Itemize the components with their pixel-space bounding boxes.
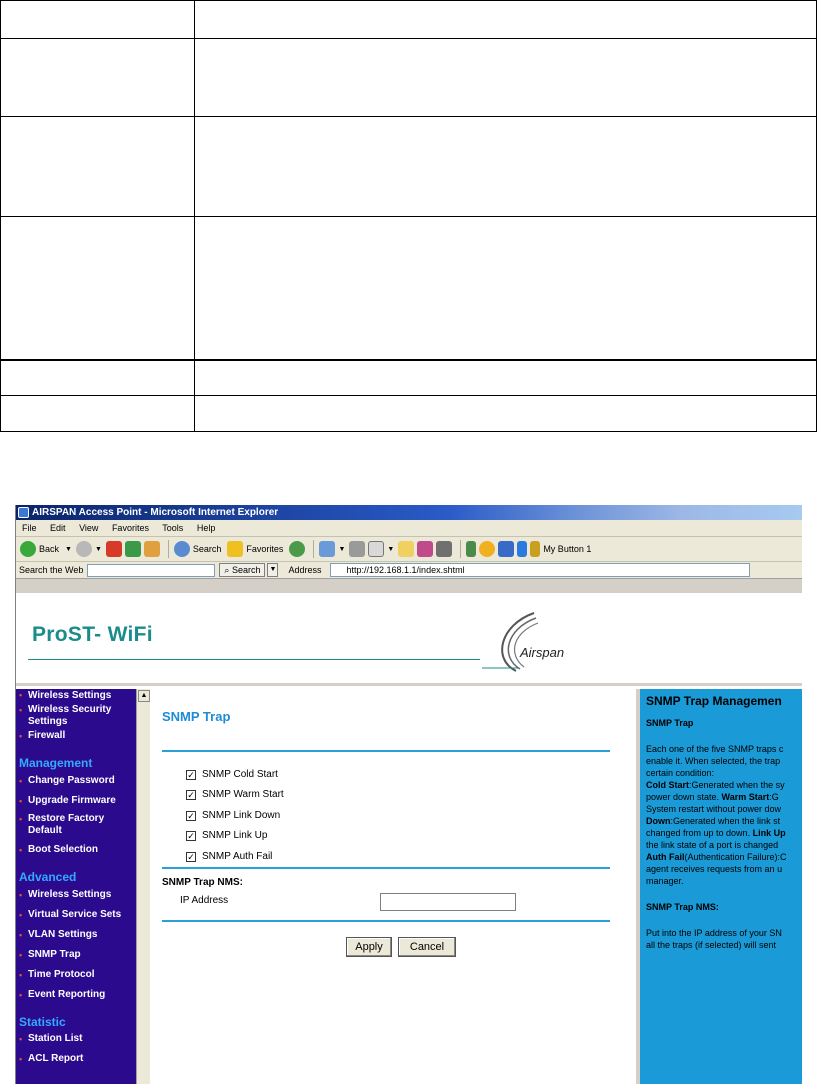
sidebar-item-event-reporting[interactable]: • Event Reporting — [16, 989, 138, 1001]
divider — [162, 867, 610, 869]
trap-warm-start[interactable]: ✓ SNMP Warm Start — [187, 789, 284, 800]
back-arrow-icon[interactable] — [20, 541, 36, 557]
messenger-icon[interactable] — [417, 541, 433, 557]
sidebar-item-upgrade-firmware[interactable]: • Upgrade Firmware — [16, 795, 138, 807]
divider — [162, 920, 610, 922]
word-icon[interactable] — [368, 541, 384, 557]
print-icon[interactable] — [349, 541, 365, 557]
table-row — [1, 117, 817, 217]
mail-icon[interactable] — [319, 541, 335, 557]
my-button-1[interactable]: My Button 1 — [543, 544, 592, 554]
page-banner — [16, 593, 802, 686]
menu-favorites[interactable]: Favorites — [111, 523, 149, 533]
search-web-label: Search the Web — [19, 565, 84, 575]
refresh-icon[interactable] — [125, 541, 141, 557]
sidebar-item-vlan-settings[interactable]: • VLAN Settings — [16, 929, 138, 941]
sidebar-item-firewall[interactable]: • Firewall — [16, 730, 138, 742]
sidebar-item-snmp-trap[interactable]: • SNMP Trap — [16, 949, 138, 961]
scroll-up-icon[interactable]: ▲ — [138, 690, 150, 702]
checkbox-checked-icon[interactable]: ✓ — [187, 830, 195, 841]
search-icon: ⌕ — [224, 565, 230, 575]
table-row — [1, 217, 817, 360]
tool-icon[interactable] — [530, 541, 540, 557]
favorites-button[interactable]: Favorites — [246, 544, 284, 554]
divider — [162, 750, 610, 752]
chevron-down-icon[interactable]: ▼ — [267, 563, 278, 577]
chevron-down-icon[interactable]: ▼ — [65, 545, 72, 553]
trap-link-down[interactable]: ✓ SNMP Link Down — [187, 810, 281, 821]
smiley-icon[interactable] — [479, 541, 495, 557]
folder-icon[interactable] — [398, 541, 414, 557]
sidebar-item-boot-selection[interactable]: • Boot Selection — [16, 844, 138, 856]
window-titlebar — [16, 505, 802, 520]
sidebar-item-change-password[interactable]: • Change Password — [16, 775, 138, 787]
menu-bar — [16, 520, 802, 537]
window-title: AIRSPAN Access Point - Microsoft Internet Explorer — [32, 507, 279, 518]
document-table — [0, 0, 817, 432]
home-icon[interactable] — [144, 541, 160, 557]
help-panel — [636, 689, 802, 1084]
table-row — [1, 396, 817, 432]
help-subtitle: SNMP Trap — [646, 718, 694, 728]
help-text-nms: Put into the IP address of your SN all the traps (if selected) will sent — [646, 928, 782, 950]
sidebar-item-restore-factory-default[interactable]: • Restore Factory Default — [16, 813, 128, 837]
sidebar-item-adv-wireless-settings[interactable]: • Wireless Settings — [16, 889, 138, 901]
address-input[interactable]: http://192.168.1.1/index.shtml — [330, 563, 750, 577]
trap-link-up[interactable]: ✓ SNMP Link Up — [187, 830, 268, 841]
monitor-icon[interactable] — [498, 541, 514, 557]
ip-address-label: IP Address — [180, 895, 229, 906]
apply-button[interactable]: Apply — [346, 937, 392, 957]
trap-auth-fail[interactable]: ✓ SNMP Auth Fail — [187, 851, 273, 862]
browser-window — [15, 505, 802, 1084]
sidebar-heading-advanced: Advanced — [19, 870, 77, 884]
table-row — [1, 360, 817, 396]
menu-file[interactable]: File — [22, 523, 37, 533]
sidebar-item-time-protocol[interactable]: • Time Protocol — [16, 969, 138, 981]
menu-tools[interactable]: Tools — [162, 523, 184, 533]
table-row — [1, 1, 817, 39]
product-title: ProST- WiFi — [32, 623, 153, 646]
trap-cold-start[interactable]: ✓ SNMP Cold Start — [187, 769, 278, 780]
search-web-button[interactable]: ⌕ Search — [219, 563, 265, 577]
search-toolbar-button[interactable]: Search — [192, 544, 222, 554]
search-icon[interactable] — [174, 541, 190, 557]
help-title: SNMP Trap Managemen — [646, 694, 782, 708]
sidebar-item-wireless-security[interactable]: • Wireless Security Settings — [16, 704, 128, 728]
chevron-down-icon[interactable]: ▼ — [94, 545, 102, 553]
sidebar-item-station-list[interactable]: • Station List — [16, 1033, 138, 1045]
web-page — [16, 593, 802, 1084]
checkbox-checked-icon[interactable]: ✓ — [187, 810, 195, 821]
help-text: Each one of the five SNMP traps c enable it. When selected, the trap certain condition: Cold Start:Generated when the sy power down state. Warm Start:G System restart without power dow Down:Generated when the link st changed from up to down. Link Up the link state of a port is changed Auth Fail(Authentication Failure):C agent receives requests from an u manager. — [646, 744, 787, 886]
extension-icon[interactable] — [466, 541, 476, 557]
checkbox-checked-icon[interactable]: ✓ — [187, 789, 195, 800]
checkbox-checked-icon[interactable]: ✓ — [187, 769, 195, 780]
help-subtitle-nms: SNMP Trap NMS: — [646, 902, 719, 912]
address-label: Address — [288, 565, 322, 575]
research-icon[interactable] — [436, 541, 452, 557]
sidebar-heading-statistic: Statistic — [19, 1015, 66, 1029]
menu-help[interactable]: Help — [196, 523, 216, 533]
sidebar-item-acl-report[interactable]: • ACL Report — [16, 1053, 138, 1065]
address-bar — [16, 562, 802, 579]
play-icon[interactable] — [517, 541, 527, 557]
sidebar-heading-management: Management — [19, 756, 93, 770]
checkbox-checked-icon[interactable]: ✓ — [187, 851, 195, 862]
menu-view[interactable]: View — [79, 523, 99, 533]
chevron-down-icon[interactable]: ▼ — [387, 545, 395, 553]
airspan-logo — [482, 609, 582, 675]
favorites-star-icon[interactable] — [227, 541, 243, 557]
back-button[interactable]: Back — [39, 544, 60, 554]
main-panel — [150, 689, 636, 1084]
sidebar-item-virtual-service-sets[interactable]: • Virtual Service Sets — [16, 909, 138, 921]
stop-icon[interactable] — [106, 541, 122, 557]
logo-text: Airspan — [520, 645, 565, 660]
table-row — [1, 39, 817, 117]
forward-arrow-icon[interactable] — [76, 541, 92, 557]
cancel-button[interactable]: Cancel — [398, 937, 456, 957]
chevron-down-icon[interactable]: ▼ — [338, 545, 346, 553]
sidebar-item-wireless-settings[interactable]: • Wireless Settings — [16, 689, 138, 702]
sidebar — [16, 689, 138, 1084]
history-icon[interactable] — [289, 541, 305, 557]
sidebar-scrollbar[interactable] — [136, 689, 150, 1084]
ie-icon — [18, 507, 29, 518]
nms-heading: SNMP Trap NMS: — [162, 877, 243, 888]
menu-edit[interactable]: Edit — [50, 523, 66, 533]
toolbar — [16, 537, 802, 562]
search-web-input[interactable] — [87, 564, 215, 577]
ip-address-input[interactable] — [380, 893, 516, 911]
page-title: SNMP Trap — [162, 709, 231, 724]
